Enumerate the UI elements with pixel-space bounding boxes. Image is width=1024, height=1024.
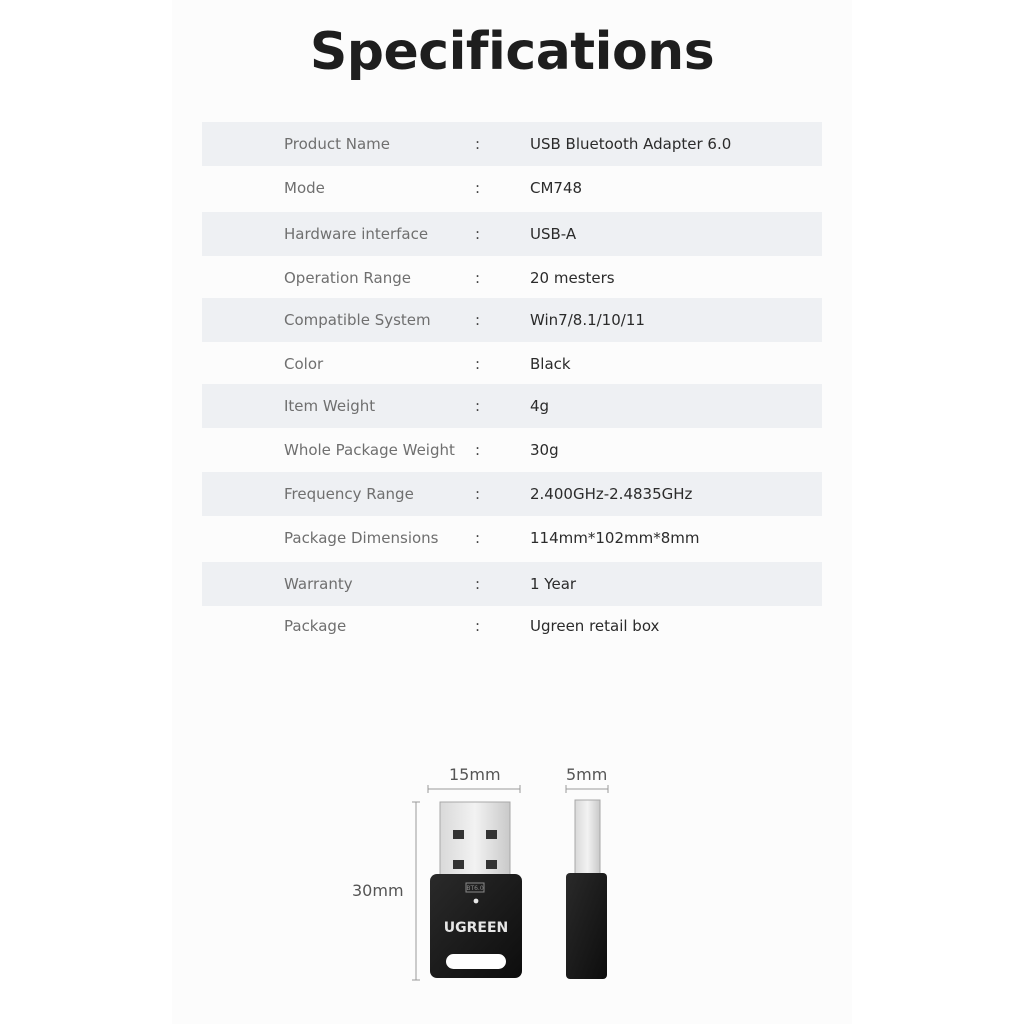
usb-contact-slot [486, 860, 497, 869]
depth-dimension-line [566, 785, 608, 793]
spec-value: Win7/8.1/10/11 [530, 311, 645, 329]
spec-value: CM748 [530, 179, 583, 197]
spec-label: Package Dimensions [284, 529, 439, 547]
spec-separator: : [475, 135, 481, 153]
spec-label: Mode [284, 179, 325, 197]
spec-value: USB Bluetooth Adapter 6.0 [530, 135, 732, 153]
usb-contact-slot [486, 830, 497, 839]
spec-separator: : [475, 575, 481, 593]
brand-logo: UGREEN [443, 920, 509, 936]
height-dimension-line [412, 802, 420, 980]
usb-contact-slot [453, 830, 464, 839]
adapter-front-view [430, 802, 522, 978]
width-dimension-label: 15mm [449, 765, 501, 784]
height-dimension-label: 30mm [352, 881, 404, 900]
spec-separator: : [475, 269, 481, 287]
adapter-side-view [566, 800, 607, 979]
bt-badge-text: BT6.0 [466, 885, 484, 892]
depth-dimension-label: 5mm [566, 765, 608, 784]
spec-separator: : [475, 617, 481, 635]
spec-separator: : [475, 355, 481, 373]
spec-value: USB-A [530, 225, 577, 243]
spec-separator: : [475, 179, 481, 197]
spec-value: 2.400GHz-2.4835GHz [530, 485, 693, 503]
spec-value: 114mm*102mm*8mm [530, 529, 700, 547]
width-dimension-line [428, 785, 520, 793]
spec-label: Frequency Range [284, 485, 414, 503]
usb-contact-slot [453, 860, 464, 869]
spec-label: Product Name [284, 135, 390, 153]
lanyard-hole [446, 954, 506, 969]
spec-separator: : [475, 485, 481, 503]
spec-separator: : [475, 529, 481, 547]
spec-value: 4g [530, 397, 550, 415]
spec-separator: : [475, 397, 481, 415]
spec-value: Ugreen retail box [530, 617, 660, 635]
status-led-icon [474, 899, 479, 904]
spec-separator: : [475, 311, 481, 329]
spec-label: Whole Package Weight [284, 441, 455, 459]
spec-label: Operation Range [284, 269, 411, 287]
spec-label: Warranty [284, 575, 353, 593]
spec-separator: : [475, 225, 481, 243]
spec-label: Compatible System [284, 311, 431, 329]
spec-separator: : [475, 441, 481, 459]
spec-label: Hardware interface [284, 225, 429, 243]
spec-label: Package [284, 617, 347, 635]
spec-value: Black [530, 355, 571, 373]
spec-label: Item Weight [284, 397, 376, 415]
spec-value: 30g [530, 441, 559, 459]
spec-value: 1 Year [530, 575, 577, 593]
spec-label: Color [284, 355, 324, 373]
page-title: Specifications [309, 22, 715, 82]
spec-value: 20 mesters [530, 269, 615, 287]
